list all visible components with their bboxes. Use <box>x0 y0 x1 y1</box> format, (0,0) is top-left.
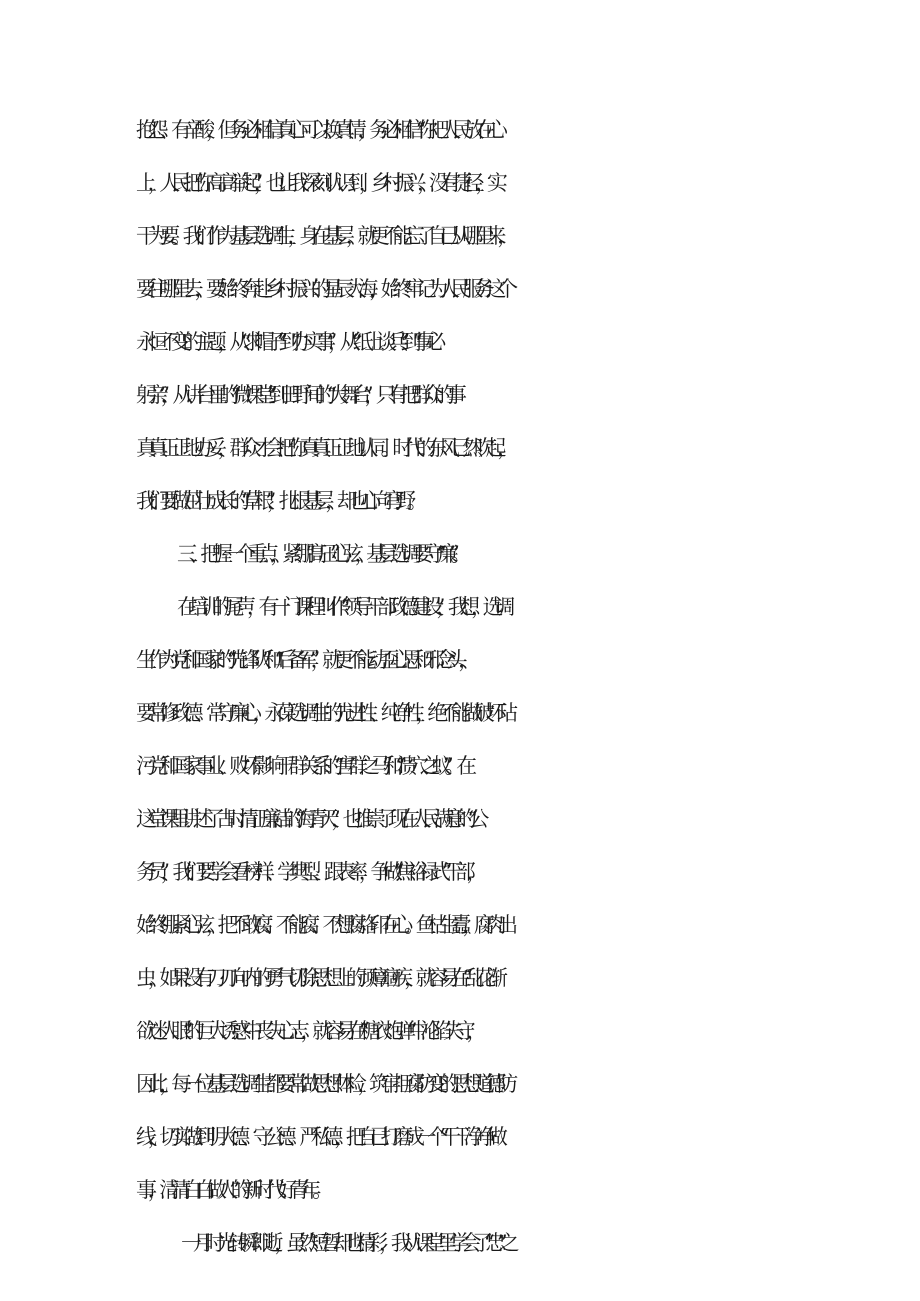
text-line: 生作为党和国家的“先锋队”和“后备军”，就更不能动歪心思和邪念头， <box>136 648 470 672</box>
text-line: 要往哪里去，要始终奔赴乡村振兴的星辰大海，始终牢记为人民服务这个 <box>136 277 509 301</box>
section-heading: 三、把握一个重点，紧绷“高压”心弦，基层选调要守“廉”。 <box>177 542 463 566</box>
text-line: 这堂课里讲述了古时清正廉洁的“海青天”，也推崇了现在人民满意的“公 <box>136 807 480 831</box>
text-line: 线，切实做到明大德、守公德、严私德，把自己打磨成一个“干干净净做 <box>136 1125 499 1149</box>
text-line: 一月时光转瞬即逝，虽然短暂却也精彩，我从课堂里学会了“忠”之 <box>181 1231 510 1255</box>
text-line: 因此，每一位基层选调生都要常做思想体检，筑牢拒腐防变的思想道德防 <box>136 1072 509 1096</box>
text-line: 始终绷紧心弦，把不敢腐、不能腐、不想腐烙印在心。鱼枯生蠹，腐肉出 <box>136 913 509 937</box>
text-line: 抱怨、有辛酸，但务必相信真心可以换真情，务必相信“你把人民放在心 <box>136 118 499 142</box>
text-line: 永恒不变的主题，从“求帽子”到“办实事”，从“纸上谈兵”到“事必 <box>136 330 437 354</box>
text-line: 我们要做茁壮成长的“草根”，扎根基层，却也心向穹野。 <box>136 489 419 513</box>
text-line: 污党和国家事业、败坏影响干群关系的“害群之马”和“溃穴之蚁”。在 <box>136 754 468 778</box>
text-line: 事，清清白白做人”的新时代好青年。 <box>136 1178 324 1202</box>
text-line: 虫，如果没有刀刃向内的勇气切除思想上的顽瘴痼疾，就容易在“乱花渐 <box>136 966 499 990</box>
text-line: 要常修政德、常守廉心，永葆选调生的先进性、纯净性，绝不能做破坏玷 <box>136 701 509 725</box>
text-line: 欲迷人眼”的巨大诱惑中丧失心志，就容易在“糖衣炮弹”中沦陷失守， <box>136 1019 479 1043</box>
text-line: 在培训的尾声，有一门课程叫作“领导干部政德建设”，我想，选调 <box>177 595 506 619</box>
text-line: 真真正正地办妥，群众才会把你真真正正地认同。时代的东风已然吹起， <box>136 436 509 460</box>
text-line: 务员”，我们要学会看榜样、学典型、跟表率，争做“焦裕禄式”干部， <box>136 860 479 884</box>
text-line: 躬亲”，从讲台里的“微课堂”到田野间的“大舞台”，只有把群众的事 <box>136 383 458 407</box>
text-line: 上，人民把你高高举起”，也让我深刻认识到，乡村振兴，没有捷径，实 <box>136 171 499 195</box>
text-line: 干为要。我们作为基层选调生，身在基层，就更不能忘了自己从哪里来， <box>136 224 509 248</box>
